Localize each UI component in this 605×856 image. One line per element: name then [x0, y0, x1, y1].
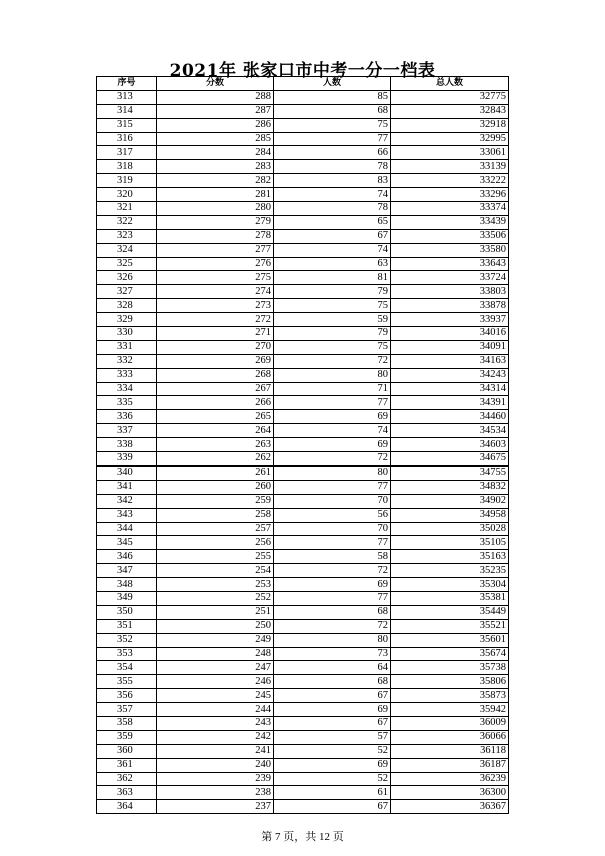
cell-total: 36300 [391, 786, 509, 800]
table-row [97, 202, 509, 216]
cell-seq: 326 [97, 271, 157, 285]
cell-score: 259 [157, 494, 274, 508]
table-row [97, 313, 509, 327]
table-row [97, 647, 509, 661]
cell-seq: 331 [97, 340, 157, 354]
cell-score: 244 [157, 703, 274, 717]
cell-total: 34832 [391, 480, 509, 494]
cell-seq: 363 [97, 786, 157, 800]
cell-score: 274 [157, 285, 274, 299]
cell-score: 268 [157, 368, 274, 382]
table-row [97, 800, 509, 814]
cell-total: 33937 [391, 313, 509, 327]
cell-total: 33439 [391, 215, 509, 229]
cell-count: 68 [274, 605, 391, 619]
cell-total: 35381 [391, 591, 509, 605]
cell-count: 69 [274, 758, 391, 772]
table-row [97, 118, 509, 132]
cell-seq: 360 [97, 744, 157, 758]
cell-count: 69 [274, 410, 391, 424]
cell-count: 69 [274, 438, 391, 452]
cell-total: 35806 [391, 675, 509, 689]
table-body [97, 90, 509, 813]
table-row [97, 675, 509, 689]
cell-seq: 323 [97, 229, 157, 243]
score-table [96, 76, 509, 814]
cell-count: 72 [274, 452, 391, 466]
cell-total: 35235 [391, 564, 509, 578]
cell-score: 262 [157, 452, 274, 466]
table-row [97, 730, 509, 744]
page-footer: 第 7 页，共 12 页 [261, 831, 344, 843]
cell-score: 284 [157, 146, 274, 160]
table-row [97, 368, 509, 382]
cell-score: 273 [157, 299, 274, 313]
cell-score: 272 [157, 313, 274, 327]
cell-seq: 314 [97, 104, 157, 118]
cell-score: 278 [157, 229, 274, 243]
cell-seq: 335 [97, 396, 157, 410]
cell-seq: 322 [97, 215, 157, 229]
cell-seq: 354 [97, 661, 157, 675]
cell-count: 78 [274, 202, 391, 216]
table-row [97, 229, 509, 243]
cell-total: 36009 [391, 716, 509, 730]
cell-score: 276 [157, 257, 274, 271]
header-total: 总人数 [391, 77, 509, 91]
table-row [97, 396, 509, 410]
cell-seq: 332 [97, 354, 157, 368]
table-row [97, 716, 509, 730]
table-row [97, 285, 509, 299]
cell-count: 56 [274, 508, 391, 522]
cell-count: 64 [274, 661, 391, 675]
cell-count: 61 [274, 786, 391, 800]
cell-total: 36066 [391, 730, 509, 744]
cell-seq: 362 [97, 772, 157, 786]
cell-total: 33061 [391, 146, 509, 160]
cell-seq: 356 [97, 689, 157, 703]
cell-count: 70 [274, 494, 391, 508]
table-row [97, 271, 509, 285]
cell-total: 34603 [391, 438, 509, 452]
table-row [97, 104, 509, 118]
cell-total: 35028 [391, 522, 509, 536]
cell-count: 69 [274, 703, 391, 717]
cell-total: 32843 [391, 104, 509, 118]
cell-total: 33643 [391, 257, 509, 271]
table-row [97, 327, 509, 341]
cell-total: 34163 [391, 354, 509, 368]
cell-score: 243 [157, 716, 274, 730]
cell-score: 257 [157, 522, 274, 536]
cell-score: 281 [157, 188, 274, 202]
table-row [97, 90, 509, 104]
cell-score: 261 [157, 466, 274, 480]
cell-score: 237 [157, 800, 274, 814]
cell-count: 68 [274, 675, 391, 689]
table-row [97, 605, 509, 619]
table-row [97, 188, 509, 202]
cell-total: 34755 [391, 466, 509, 480]
cell-score: 286 [157, 118, 274, 132]
table-row [97, 494, 509, 508]
table-row [97, 591, 509, 605]
cell-count: 72 [274, 354, 391, 368]
cell-score: 248 [157, 647, 274, 661]
cell-total: 33506 [391, 229, 509, 243]
table-row [97, 689, 509, 703]
table-row [97, 758, 509, 772]
cell-count: 74 [274, 243, 391, 257]
table-row [97, 633, 509, 647]
table-row [97, 703, 509, 717]
table-row [97, 578, 509, 592]
cell-total: 35105 [391, 536, 509, 550]
cell-total: 35738 [391, 661, 509, 675]
cell-score: 264 [157, 424, 274, 438]
cell-count: 75 [274, 118, 391, 132]
table-row [97, 480, 509, 494]
cell-score: 251 [157, 605, 274, 619]
table-row [97, 299, 509, 313]
table-row [97, 661, 509, 675]
cell-total: 36239 [391, 772, 509, 786]
cell-count: 63 [274, 257, 391, 271]
cell-count: 74 [274, 424, 391, 438]
cell-count: 79 [274, 285, 391, 299]
cell-seq: 343 [97, 508, 157, 522]
cell-seq: 345 [97, 536, 157, 550]
cell-total: 32918 [391, 118, 509, 132]
cell-score: 269 [157, 354, 274, 368]
table-row [97, 215, 509, 229]
cell-count: 72 [274, 619, 391, 633]
cell-count: 80 [274, 633, 391, 647]
cell-seq: 319 [97, 174, 157, 188]
cell-score: 253 [157, 578, 274, 592]
cell-score: 288 [157, 90, 274, 104]
cell-count: 81 [274, 271, 391, 285]
cell-count: 71 [274, 382, 391, 396]
cell-count: 80 [274, 466, 391, 480]
header-count: 人数 [274, 77, 391, 91]
cell-seq: 320 [97, 188, 157, 202]
cell-seq: 355 [97, 675, 157, 689]
cell-score: 255 [157, 550, 274, 564]
cell-score: 267 [157, 382, 274, 396]
cell-seq: 347 [97, 564, 157, 578]
table-row [97, 619, 509, 633]
cell-count: 67 [274, 716, 391, 730]
cell-count: 65 [274, 215, 391, 229]
cell-total: 33878 [391, 299, 509, 313]
cell-total: 34958 [391, 508, 509, 522]
cell-score: 241 [157, 744, 274, 758]
cell-seq: 348 [97, 578, 157, 592]
cell-seq: 338 [97, 438, 157, 452]
cell-count: 77 [274, 132, 391, 146]
cell-seq: 328 [97, 299, 157, 313]
cell-total: 35521 [391, 619, 509, 633]
cell-count: 80 [274, 368, 391, 382]
cell-seq: 330 [97, 327, 157, 341]
table-row [97, 522, 509, 536]
table-row [97, 550, 509, 564]
cell-score: 254 [157, 564, 274, 578]
cell-score: 245 [157, 689, 274, 703]
cell-seq: 329 [97, 313, 157, 327]
table-header-row [97, 77, 509, 91]
cell-count: 59 [274, 313, 391, 327]
cell-total: 34902 [391, 494, 509, 508]
cell-total: 33222 [391, 174, 509, 188]
cell-score: 271 [157, 327, 274, 341]
table-row [97, 160, 509, 174]
cell-score: 247 [157, 661, 274, 675]
cell-score: 263 [157, 438, 274, 452]
cell-count: 77 [274, 536, 391, 550]
table-row [97, 536, 509, 550]
cell-total: 34460 [391, 410, 509, 424]
cell-total: 35942 [391, 703, 509, 717]
cell-total: 35449 [391, 605, 509, 619]
cell-count: 69 [274, 578, 391, 592]
cell-count: 75 [274, 340, 391, 354]
table-row [97, 410, 509, 424]
cell-seq: 324 [97, 243, 157, 257]
cell-score: 266 [157, 396, 274, 410]
table-row [97, 438, 509, 452]
cell-seq: 339 [97, 452, 157, 466]
cell-total: 35674 [391, 647, 509, 661]
cell-total: 35873 [391, 689, 509, 703]
header-seq: 序号 [97, 77, 157, 91]
table-row [97, 340, 509, 354]
cell-count: 52 [274, 744, 391, 758]
table-row [97, 257, 509, 271]
cell-seq: 337 [97, 424, 157, 438]
table-row [97, 382, 509, 396]
cell-count: 67 [274, 689, 391, 703]
cell-count: 52 [274, 772, 391, 786]
cell-seq: 316 [97, 132, 157, 146]
cell-total: 35601 [391, 633, 509, 647]
cell-seq: 321 [97, 202, 157, 216]
cell-seq: 361 [97, 758, 157, 772]
cell-seq: 327 [97, 285, 157, 299]
cell-score: 246 [157, 675, 274, 689]
table-row [97, 564, 509, 578]
cell-count: 70 [274, 522, 391, 536]
cell-count: 66 [274, 146, 391, 160]
cell-count: 79 [274, 327, 391, 341]
table-row [97, 466, 509, 480]
table-row [97, 508, 509, 522]
cell-score: 277 [157, 243, 274, 257]
cell-seq: 342 [97, 494, 157, 508]
cell-score: 249 [157, 633, 274, 647]
table-row [97, 772, 509, 786]
cell-score: 250 [157, 619, 274, 633]
cell-count: 75 [274, 299, 391, 313]
cell-total: 32995 [391, 132, 509, 146]
cell-total: 34391 [391, 396, 509, 410]
cell-seq: 353 [97, 647, 157, 661]
cell-count: 73 [274, 647, 391, 661]
cell-seq: 350 [97, 605, 157, 619]
cell-score: 283 [157, 160, 274, 174]
cell-count: 57 [274, 730, 391, 744]
cell-score: 240 [157, 758, 274, 772]
cell-count: 77 [274, 591, 391, 605]
cell-total: 32775 [391, 90, 509, 104]
cell-total: 33803 [391, 285, 509, 299]
cell-total: 33296 [391, 188, 509, 202]
cell-total: 36367 [391, 800, 509, 814]
table-row [97, 786, 509, 800]
cell-seq: 333 [97, 368, 157, 382]
cell-seq: 334 [97, 382, 157, 396]
cell-score: 285 [157, 132, 274, 146]
cell-score: 279 [157, 215, 274, 229]
cell-count: 77 [274, 396, 391, 410]
cell-seq: 317 [97, 146, 157, 160]
cell-seq: 340 [97, 466, 157, 480]
cell-score: 275 [157, 271, 274, 285]
cell-seq: 359 [97, 730, 157, 744]
cell-seq: 313 [97, 90, 157, 104]
cell-seq: 341 [97, 480, 157, 494]
cell-score: 239 [157, 772, 274, 786]
cell-total: 33139 [391, 160, 509, 174]
cell-seq: 344 [97, 522, 157, 536]
cell-seq: 358 [97, 716, 157, 730]
table-row [97, 354, 509, 368]
cell-seq: 364 [97, 800, 157, 814]
cell-seq: 318 [97, 160, 157, 174]
table-row [97, 424, 509, 438]
cell-total: 35163 [391, 550, 509, 564]
page-title: 2021年 张家口市中考一分一档表 [169, 61, 436, 81]
cell-total: 33724 [391, 271, 509, 285]
cell-total: 34091 [391, 340, 509, 354]
cell-score: 265 [157, 410, 274, 424]
cell-total: 34534 [391, 424, 509, 438]
cell-total: 33374 [391, 202, 509, 216]
cell-seq: 352 [97, 633, 157, 647]
cell-seq: 336 [97, 410, 157, 424]
cell-seq: 315 [97, 118, 157, 132]
header-score: 分数 [157, 77, 274, 91]
cell-total: 36187 [391, 758, 509, 772]
cell-seq: 357 [97, 703, 157, 717]
cell-score: 287 [157, 104, 274, 118]
cell-total: 34314 [391, 382, 509, 396]
cell-score: 238 [157, 786, 274, 800]
cell-total: 35304 [391, 578, 509, 592]
cell-count: 77 [274, 480, 391, 494]
cell-count: 72 [274, 564, 391, 578]
table-row [97, 243, 509, 257]
cell-seq: 325 [97, 257, 157, 271]
table-row [97, 174, 509, 188]
cell-score: 258 [157, 508, 274, 522]
cell-total: 34675 [391, 452, 509, 466]
cell-seq: 346 [97, 550, 157, 564]
table-row [97, 744, 509, 758]
table-row [97, 452, 509, 466]
cell-count: 67 [274, 229, 391, 243]
cell-count: 67 [274, 800, 391, 814]
cell-total: 36118 [391, 744, 509, 758]
cell-score: 270 [157, 340, 274, 354]
cell-count: 85 [274, 90, 391, 104]
cell-count: 74 [274, 188, 391, 202]
cell-seq: 349 [97, 591, 157, 605]
cell-total: 34243 [391, 368, 509, 382]
cell-count: 83 [274, 174, 391, 188]
cell-count: 58 [274, 550, 391, 564]
cell-total: 34016 [391, 327, 509, 341]
cell-score: 256 [157, 536, 274, 550]
cell-score: 280 [157, 202, 274, 216]
cell-score: 282 [157, 174, 274, 188]
cell-count: 78 [274, 160, 391, 174]
cell-score: 242 [157, 730, 274, 744]
table-row [97, 146, 509, 160]
cell-count: 68 [274, 104, 391, 118]
cell-total: 33580 [391, 243, 509, 257]
cell-score: 260 [157, 480, 274, 494]
cell-seq: 351 [97, 619, 157, 633]
table-row [97, 132, 509, 146]
cell-score: 252 [157, 591, 274, 605]
